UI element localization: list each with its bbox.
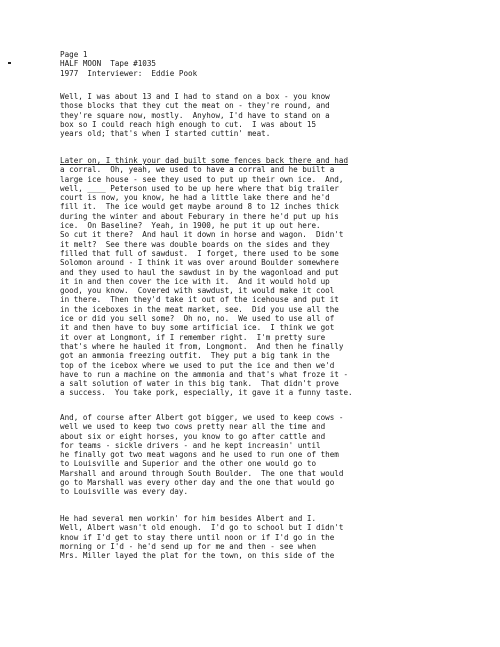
text-line: it and then have to buy some artificial ice. I think we got [60, 323, 335, 333]
text-line: Well, Albert wasn't old enough. I'd go to school but I didn't [60, 523, 344, 533]
text-line: court is now, you know, he had a little lake there and he'd [60, 193, 330, 203]
text-line: Mrs. Miller layed the plat for the town, on this side of the [60, 551, 335, 561]
text-line: those blocks that they cut the meat on - they're round, and [60, 101, 330, 111]
text-line: in the iceboxes in the meat market, see. Did you use all the [60, 304, 339, 314]
text-line: got an ammonia freezing outfit. They put a big tank in the [60, 351, 330, 361]
text-line: ice or did you sell some? Oh no, no. We used to use all of [60, 314, 335, 324]
text-line: it over at Longmont, if I remember right. I'm pretty sure [60, 332, 326, 342]
text-line: large ice house - see they used to put up their own ice. And, [60, 174, 344, 184]
text-line: know if I'd get to stay there until noon or if I'd go in the [60, 532, 335, 542]
text-line: well we used to keep two cows pretty near all the time and [60, 422, 326, 432]
tape-label: HALF MOON Tape #1035 [60, 59, 157, 69]
text-line: go to Marshall was every other day and the one that would go [60, 478, 335, 488]
text-line: it in and then cover the ice with it. And it would hold up [60, 276, 330, 286]
text-line: years old; that's when I started cuttin' meat. [60, 129, 271, 139]
paragraph-3 [60, 413, 500, 497]
page-number: Page 1 [60, 50, 88, 59]
text-line: a corral. Oh, yeah, we used to have a corral and he built a [60, 165, 335, 175]
text-line: in there. Then they'd take it out of the icehouse and put it [60, 295, 339, 305]
text-line: fill it. The ice would get maybe around 8 to 12 inches thick [60, 202, 339, 212]
text-line: that's where he hauled it from, Longmont. And then he finally [60, 341, 344, 351]
text-line: morning or I'd - he'd send up for me and then - see when [60, 541, 317, 551]
text-line: filled that full of sawdust. I forget, there used to be some [60, 248, 339, 258]
text-line: for teams - sickle drivers - and he kept increasin' until [60, 440, 321, 450]
text-line: to Louisville was every day. [60, 487, 189, 497]
text-line: top of the icebox where we used to put the ice and then we'd [60, 360, 335, 370]
text-line: have to run a machine on the ammonia and that's what froze it - [60, 369, 349, 379]
page-header [60, 50, 197, 78]
text-line: during the winter and about Feburary in there he'd put up his [60, 211, 339, 221]
paragraph-4 [60, 514, 500, 560]
margin-mark [8, 62, 11, 64]
text-line: they're square now, mostly. Anyhow, I'd have to stand on a [60, 110, 330, 120]
text-line: about six or eight horses, you know to go after cattle and [60, 431, 326, 441]
text-line: Well, I was about 13 and I had to stand on a box - you know [60, 92, 330, 101]
text-line: He had several men workin' for him besides Albert and I. [60, 514, 317, 523]
text-line: ice. On Baseline? Yeah, in 1900, he put it up out here. [60, 221, 321, 231]
interview-info: 1977 Interviewer: Eddie Pook [60, 68, 198, 78]
text-line: a success. You take pork, especially, it gave it a funny taste. [60, 388, 353, 398]
text-line: a salt solution of water in this big tank. That didn't prove [60, 379, 339, 389]
text-line: he finally got two meat wagons and he used to run one of them [60, 450, 339, 460]
text-line: well, ____ Peterson used to be up here where that big trailer [60, 183, 339, 193]
text-line: and they used to haul the sawdust in by the wagonload and put [60, 267, 339, 277]
text-line: box so I could reach high enough to cut. I was about 15 [60, 119, 317, 129]
text-line: And, of course after Albert got bigger, we used to keep cows - [60, 413, 344, 422]
paragraph-1 [60, 92, 500, 138]
text-line: to Louisville and Superior and the other one would go to [60, 459, 317, 469]
text-line: So cut it there? And haul it down in horse and wagon. Didn't [60, 230, 344, 240]
text-line: Later on, I think your dad built some fences back there and had [60, 156, 349, 165]
text-line: it melt? See there was double boards on the sides and they [60, 239, 330, 249]
text-line: Solomon around - I think it was over around Boulder somewhere [60, 258, 339, 268]
text-line: good, you know. Covered with sawdust, it would make it cool [60, 286, 335, 296]
text-line: Marshall and around through South Boulder. The one that would [60, 468, 344, 478]
paragraph-2 [60, 156, 500, 398]
